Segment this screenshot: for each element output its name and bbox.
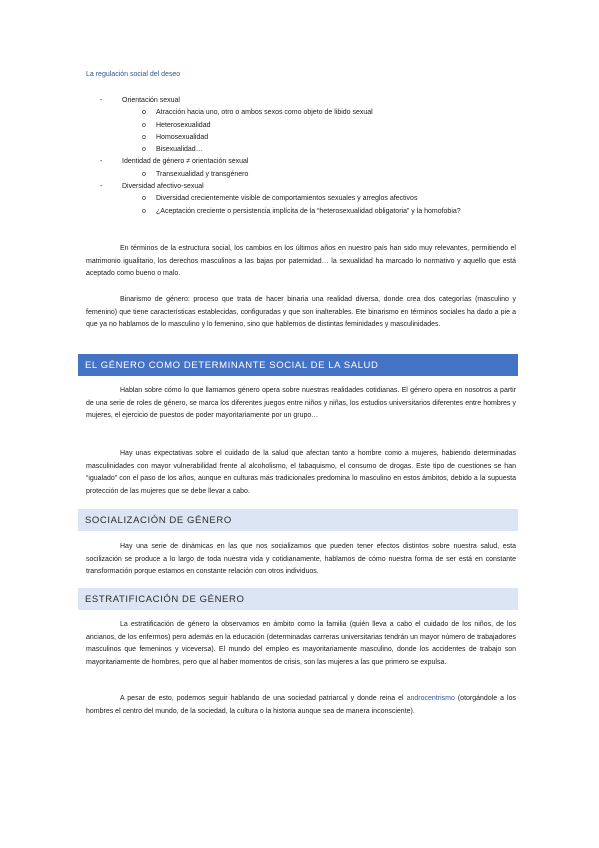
paragraph-androcentrismo <box>86 693 516 718</box>
list-item <box>86 95 516 107</box>
bullet-dash: - <box>100 183 103 191</box>
bullet-circle: o <box>142 195 146 203</box>
paragraph-text: (otorgándole a los hombres el centro del mundo, de la sociedad, la cultura o la historia aunque sea de manera inconsciente). <box>86 695 516 715</box>
paragraph-expectativas-salud: Hay unas expectativas sobre el cuidado de la salud que afectan tanto a hombre como a mujeres, habiendo determinadas masculinidades con mayor vulnerabilidad frente al alcoholismo, el tabaquismo, el consumo de drogas. Este tipo de cuestiones se han “igualado” con el paso de los años, aunque en culturas más tradicionales predomina lo masculino en estos ámbitos, debido a la supuesta protección de las mujeres que se debe llevar a cabo. <box>86 450 516 495</box>
paragraph-estratificacion: La estratificación de género la observamos en ámbito como la familia (quién lleva a cabo el cuidado de los niños, de los ancianos, de los enfermos) pero además en la educación (determinadas carreras universitarias tendrán un mayor número de trabajadores masculinos que femeninos y viceversa). El mundo del empleo es mayoritariamente masculino, donde los accidentes de trabajo son mayoritariamente de hombres, pero que al haber momentos de crisis, son las mujeres a las que primero se expulsa. <box>86 621 516 666</box>
paragraph-socializacion: Hay una serie de dinámicas en las que nos socializamos que pueden tener efectos distintos sobre nuestra salud, esta socilización se produce a lo largo de toda nuestra vida y cotidianamente, hablamos de cómo nuestra forma de ser está en constante transformación porque estamos en constante relación con otros individuos. <box>86 543 516 576</box>
paragraph-roles-genero: Hablan sobre cómo lo que llamamos género opera sobre nuestras realidades cotidianas. El género opera en nosotros a partir de una serie de roles de género, se marca los diferentes juegos entre niños y niñas, los estudios universitarios diferentes entre hombres y mujeres, el ejercicio de puestos de poder mayoritariamente por un grupo… <box>86 387 516 420</box>
bullet-circle: o <box>142 207 146 215</box>
bullet-circle: o <box>142 121 146 129</box>
bullet-circle: o <box>142 109 146 117</box>
bullet-circle: o <box>142 133 146 141</box>
list-item <box>86 181 516 193</box>
list-item <box>86 156 516 168</box>
bullet-circle: o <box>142 170 146 178</box>
bullet-circle: o <box>142 146 146 154</box>
section-heading-determinante: EL GÉNERO COMO DETERMINANTE SOCIAL DE LA SALUD <box>78 354 518 376</box>
list-item-text: Bisexualidad… <box>156 146 203 154</box>
list-item <box>86 132 516 144</box>
list-item-text: Diversidad crecientemente visible de comportamientos sexuales y arreglos afectivos <box>156 195 418 203</box>
paragraph-estructura-social: En términos de la estructura social, los cambios en los últimos años en nuestro país han sido muy relevantes, permitiendo el matrimonio igualitario, los derechos masculinos a las bajas por paternidad… la sexualidad ha marcado lo normativo y aquello que está aceptado como bueno o malo. <box>86 245 516 278</box>
list-item <box>86 120 516 132</box>
list-item-text: ¿Aceptación creciente o persistencia implícita de la “heterosexualidad obligatoria” y la homofobia? <box>156 207 461 215</box>
list-item-text: Identidad de género ≠ orientación sexual <box>122 158 249 166</box>
section-subtitle: La regulación social del deseo <box>86 71 181 78</box>
list-item-text: Diversidad afectivo-sexual <box>122 183 204 191</box>
highlighted-term: androcentrismo <box>406 695 455 702</box>
bullet-list <box>86 95 516 218</box>
list-item <box>86 206 516 218</box>
paragraph-text: A pesar de esto, podemos seguir hablando de una sociedad patriarcal y donde reina el <box>120 695 407 702</box>
bullet-dash: - <box>100 97 103 104</box>
list-item-text: Heterosexualidad <box>156 121 211 129</box>
list-item <box>86 193 516 205</box>
list-item-text: Atracción hacia uno, otro o ambos sexos como objeto de libido sexual <box>156 109 373 117</box>
list-item-text: Homosexualidad <box>156 133 209 141</box>
list-item <box>86 169 516 181</box>
paragraph-binarismo: Binarismo de género: proceso que trata de hacer binaria una realidad diversa, donde crea dos categorías (masculino y femenino) que tiene características establecidas, configuradas y que son inalterables. Ete binarismo en términos sociales ha dado a pie a que ya no hablamos de lo masculino y lo femenino, sino que hablemos de distintas feminidades y masculinidades. <box>86 296 516 329</box>
bullet-dash: - <box>100 158 103 166</box>
list-item <box>86 107 516 119</box>
list-item-text: Transexualidad y transgénero <box>156 170 249 178</box>
section-heading-socializacion: SOCIALIZACIÓN DE GÉNERO <box>78 509 518 531</box>
list-item <box>86 144 516 156</box>
section-heading-estratificacion: ESTRATIFICACIÓN DE GÉNERO <box>78 588 518 610</box>
list-item-text: Orientación sexual <box>122 97 180 104</box>
